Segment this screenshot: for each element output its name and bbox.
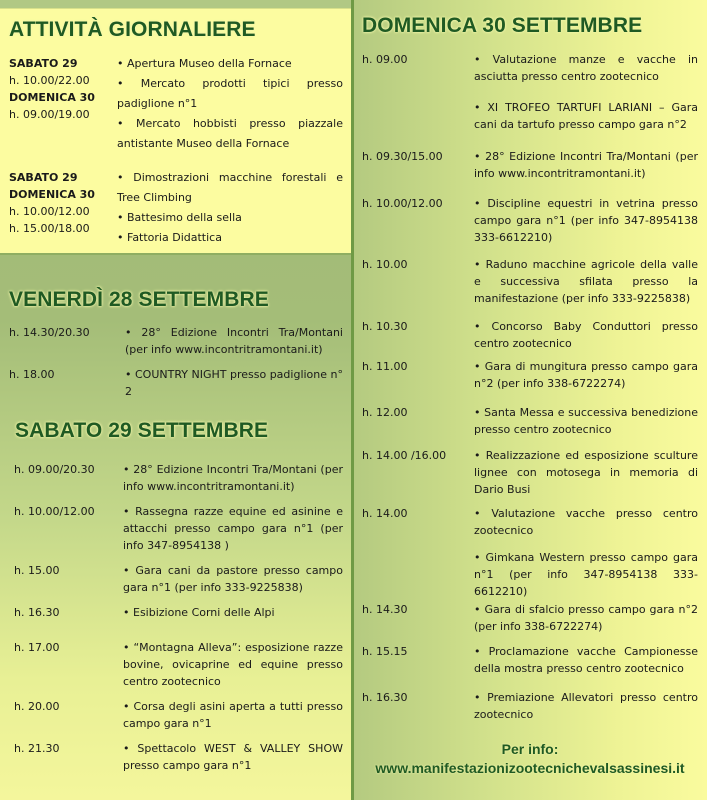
event-description: • COUNTRY NIGHT presso padiglione n° 2 <box>125 366 343 400</box>
event-description: • Gara di sfalcio presso campo gara n°2 (per info 338-6722274) <box>474 601 698 635</box>
event-description: • “Montagna Alleva”: esposizione razze bovine, ovicaprine ed equine presso centro zootecnico <box>123 639 343 690</box>
event-description: • Raduno macchine agricole della valle e successiva sfilata presso la manifestazione (per info 333-9225838) <box>474 256 698 307</box>
event-time: h. 09.30/15.00 <box>362 150 443 163</box>
top-band <box>0 0 351 8</box>
event-time: h. 17.00 <box>14 641 60 654</box>
event-time: h. 16.30 <box>14 606 60 619</box>
daily-block-1-items <box>117 54 343 154</box>
event-time: h. 18.00 <box>9 368 55 381</box>
event-description: • Santa Messa e successiva benedizione presso centro zootecnico <box>474 404 698 438</box>
event-time: h. 11.00 <box>362 360 408 373</box>
saturday-title: SABATO 29 SETTEMBRE <box>15 419 269 442</box>
schedule-day: DOMENICA 30 <box>9 188 95 201</box>
info-website-link[interactable]: www.manifestazionizootecnichevalsassinesi.it <box>375 760 685 776</box>
event-description: • 28° Edizione Incontri Tra/Montani (per info www.incontritramontani.it) <box>123 461 343 495</box>
event-description: • Spettacolo WEST & VALLEY SHOW presso campo gara n°1 <box>123 740 343 774</box>
event-description: • Concorso Baby Conduttori presso centro zootecnico <box>474 318 698 352</box>
info-label: Per info: <box>501 741 559 757</box>
event-description: • Corsa degli asini aperta a tutti presso campo gara n°1 <box>123 698 343 732</box>
schedule-time: h. 10.00/22.00 <box>9 74 90 87</box>
schedule-day: DOMENICA 30 <box>9 91 95 104</box>
column-divider <box>351 0 354 800</box>
event-time: h. 21.30 <box>14 742 60 755</box>
event-description: • Realizzazione ed esposizione sculture lignee con motosega in memoria di Dario Busi <box>474 447 698 498</box>
list-item: • Mercato hobbisti presso piazzale antistante Museo della Fornace <box>117 114 343 154</box>
event-time: h. 14.30/20.30 <box>9 326 90 339</box>
event-description: • Proclamazione vacche Campionesse della mostra presso centro zootecnico <box>474 643 698 677</box>
event-description: • Esibizione Corni delle Alpi <box>123 604 343 621</box>
list-item: • Fattoria Didattica <box>117 228 343 248</box>
event-time: h. 10.00 <box>362 258 408 271</box>
list-item: • Apertura Museo della Fornace <box>117 54 343 74</box>
event-description: • XI TROFEO TARTUFI LARIANI – Gara cani da tartufo presso campo gara n°2 <box>474 99 698 133</box>
event-description: • Gara di mungitura presso campo gara n°2 (per info 338-6722274) <box>474 358 698 392</box>
event-description: • Valutazione manze e vacche in asciutta presso centro zootecnico <box>474 51 698 85</box>
event-description: • Gimkana Western presso campo gara n°1 (per info 347-8954138 333-6612210) <box>474 549 698 600</box>
event-time: h. 14.00 /16.00 <box>362 449 447 462</box>
event-time: h. 15.00 <box>14 564 60 577</box>
daily-block-1-schedule <box>9 55 95 123</box>
event-time: h. 16.30 <box>362 691 408 704</box>
schedule-time: h. 10.00/12.00 <box>9 205 90 218</box>
event-description: • Discipline equestri in vetrina presso campo gara n°1 (per info 347-8954138 333-6612210) <box>474 195 698 246</box>
friday-title: VENERDÌ 28 SETTEMBRE <box>9 288 269 311</box>
event-time: h. 14.00 <box>362 507 408 520</box>
daily-block-2-items <box>117 168 343 248</box>
schedule-day: SABATO 29 <box>9 57 78 70</box>
event-description: • Rassegna razze equine ed asinine e attacchi presso campo gara n°1 (per info 347-8954138 ) <box>123 503 343 554</box>
list-item: • Mercato prodotti tipici presso padiglione n°1 <box>117 74 343 114</box>
list-item: • Battesimo della sella <box>117 208 343 228</box>
event-time: h. 15.15 <box>362 645 408 658</box>
schedule-time: h. 15.00/18.00 <box>9 222 90 235</box>
event-description: • 28° Edizione Incontri Tra/Montani (per info www.incontritramontani.it) <box>125 324 343 358</box>
event-time: h. 09.00 <box>362 53 408 66</box>
event-description: • 28° Edizione Incontri Tra/Montani (per info www.incontritramontani.it) <box>474 148 698 182</box>
event-time: h. 10.30 <box>362 320 408 333</box>
event-time: h. 20.00 <box>14 700 60 713</box>
daily-activities-title: ATTIVITÀ GIORNALIERE <box>9 18 256 41</box>
event-time: h. 09.00/20.30 <box>14 463 95 476</box>
event-time: h. 10.00/12.00 <box>362 197 443 210</box>
event-description: • Gara cani da pastore presso campo gara n°1 (per info 333-9225838) <box>123 562 343 596</box>
list-item: • Dimostrazioni macchine forestali e Tree Climbing <box>117 168 343 208</box>
daily-block-2-schedule <box>9 169 95 237</box>
schedule-day: SABATO 29 <box>9 171 78 184</box>
event-time: h. 12.00 <box>362 406 408 419</box>
event-description: • Valutazione vacche presso centro zootecnico <box>474 505 698 539</box>
sunday-title: DOMENICA 30 SETTEMBRE <box>362 14 643 37</box>
event-description: • Premiazione Allevatori presso centro zootecnico <box>474 689 698 723</box>
event-time: h. 14.30 <box>362 603 408 616</box>
event-time: h. 10.00/12.00 <box>14 505 95 518</box>
schedule-time: h. 09.00/19.00 <box>9 108 90 121</box>
